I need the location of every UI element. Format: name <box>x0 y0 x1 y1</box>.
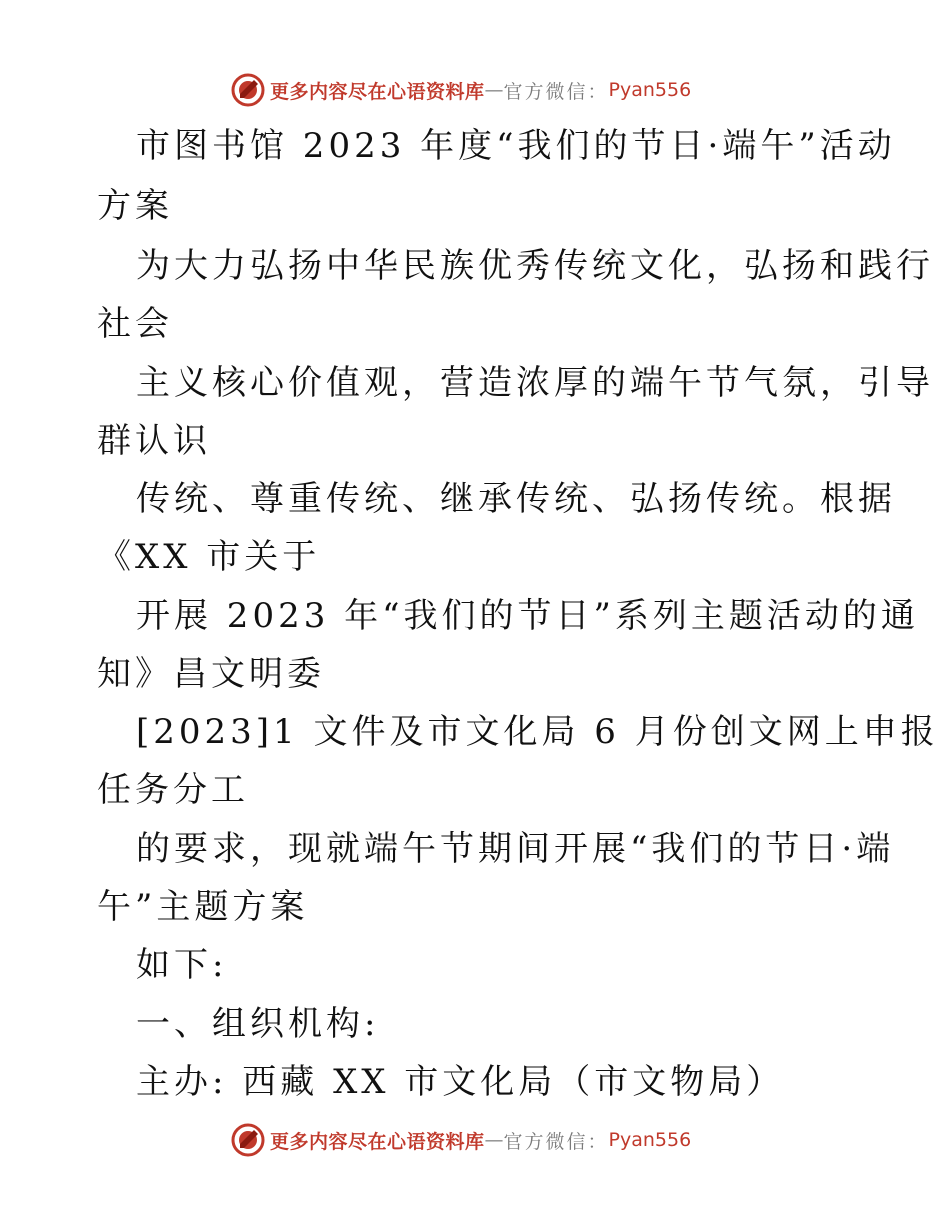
paragraph-line: 传统、尊重传统、继承传统、弘扬传统。根据 <box>136 479 896 519</box>
banner-wechat-label: 官方微信： <box>503 80 609 103</box>
paragraph-line: 的要求，现就端午节期间开展“我们的节日·端 <box>136 829 895 869</box>
banner-dash: — <box>484 79 504 101</box>
paragraph-line: 主义核心价值观，营造浓厚的端午节气氛，引导 <box>136 363 934 403</box>
footer-banner <box>230 1120 750 1160</box>
paragraph-line: 午”主题方案 <box>97 887 309 927</box>
paragraph-line: 如下: <box>136 945 228 985</box>
banner-text: 更多内容尽在心语资料库 <box>270 1130 485 1153</box>
banner-text: 更多内容尽在心语资料库 <box>270 80 485 103</box>
banner-dash: — <box>484 1129 504 1151</box>
banner-wechat-id: Pyan556 <box>608 79 692 101</box>
paragraph-line: 群认识 <box>97 421 211 461</box>
paragraph-line: 《XX 市关于 <box>97 537 321 577</box>
section-heading: 一、组织机构: <box>136 1004 380 1044</box>
paragraph-line: 知》昌文明委 <box>97 654 325 694</box>
paragraph-line: [2023]1 文件及市文化局 6 月份创文网上申报 <box>136 712 939 752</box>
paragraph-line: 为大力弘扬中华民族优秀传统文化，弘扬和践行 <box>136 246 934 286</box>
title-line-2: 方案 <box>97 186 173 226</box>
banner-wechat-label: 官方微信： <box>503 1130 609 1153</box>
paragraph-line: 任务分工 <box>97 770 249 810</box>
title-line-1: 市图书馆 2023 年度“我们的节日·端午”活动 <box>136 126 896 166</box>
pen-seal-icon <box>230 1122 266 1158</box>
organizer-line: 主办: 西藏 XX 市文化局（市文物局） <box>136 1062 785 1102</box>
paragraph-line: 社会 <box>97 304 173 344</box>
banner-wechat-id: Pyan556 <box>608 1129 692 1151</box>
paragraph-line: 开展 2023 年“我们的节日”系列主题活动的通 <box>136 596 919 636</box>
